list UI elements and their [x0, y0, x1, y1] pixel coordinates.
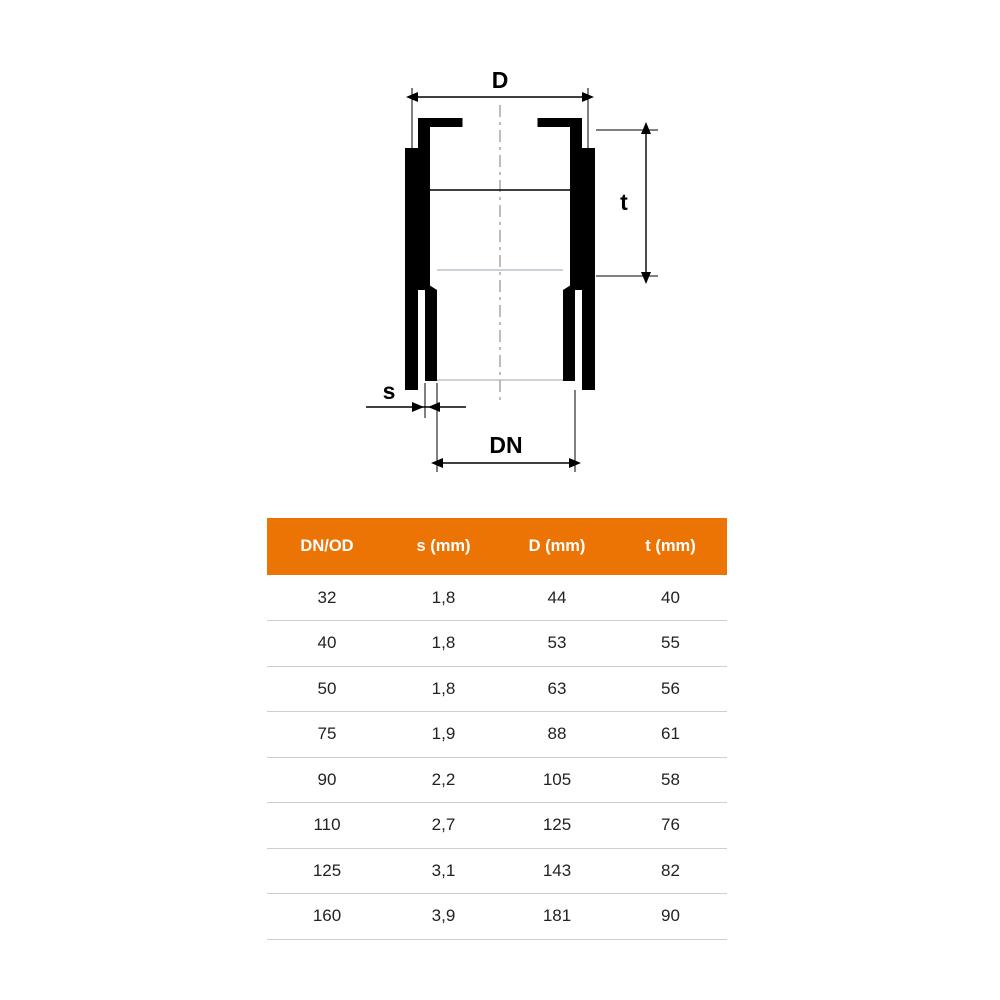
cell-dn-od: 110	[267, 803, 387, 849]
cell-d: 53	[500, 621, 614, 667]
table-row	[267, 621, 727, 667]
column-header-d: D (mm)	[500, 518, 614, 575]
cell-s: 1,9	[387, 712, 500, 758]
column-header-s: s (mm)	[387, 518, 500, 575]
cell-d: 44	[500, 575, 614, 621]
table-row	[267, 894, 727, 940]
cell-dn-od: 90	[267, 757, 387, 803]
cell-dn-od: 75	[267, 712, 387, 758]
cell-dn-od: 160	[267, 894, 387, 940]
table-row	[267, 575, 727, 621]
label-t: t	[620, 189, 628, 215]
cell-dn-od: 32	[267, 575, 387, 621]
column-header-t: t (mm)	[614, 518, 727, 575]
cell-s: 2,7	[387, 803, 500, 849]
column-header-dn-od: DN/OD	[267, 518, 387, 575]
table-row	[267, 848, 727, 894]
cell-d: 143	[500, 848, 614, 894]
cell-t: 40	[614, 575, 727, 621]
cell-s: 1,8	[387, 621, 500, 667]
cell-d: 88	[500, 712, 614, 758]
cell-dn-od: 50	[267, 666, 387, 712]
cell-d: 63	[500, 666, 614, 712]
table-row	[267, 757, 727, 803]
label-DN: DN	[489, 432, 523, 458]
cell-t: 58	[614, 757, 727, 803]
cell-t: 55	[614, 621, 727, 667]
cell-t: 90	[614, 894, 727, 940]
cell-s: 3,1	[387, 848, 500, 894]
cell-s: 1,8	[387, 575, 500, 621]
table-row	[267, 666, 727, 712]
table-header-row	[267, 518, 727, 575]
cell-s: 1,8	[387, 666, 500, 712]
cell-dn-od: 125	[267, 848, 387, 894]
cell-t: 61	[614, 712, 727, 758]
cell-s: 2,2	[387, 757, 500, 803]
cell-s: 3,9	[387, 894, 500, 940]
dimension-t	[596, 122, 658, 284]
cell-t: 82	[614, 848, 727, 894]
cell-d: 181	[500, 894, 614, 940]
spec-table-container	[267, 518, 727, 940]
cell-t: 56	[614, 666, 727, 712]
cell-t: 76	[614, 803, 727, 849]
cell-d: 105	[500, 757, 614, 803]
cell-d: 125	[500, 803, 614, 849]
table-row	[267, 803, 727, 849]
label-s: s	[382, 378, 396, 404]
cell-dn-od: 40	[267, 621, 387, 667]
label-D: D	[491, 67, 509, 93]
dimension-DN	[431, 390, 581, 472]
table-row	[267, 712, 727, 758]
spec-table	[267, 518, 727, 940]
